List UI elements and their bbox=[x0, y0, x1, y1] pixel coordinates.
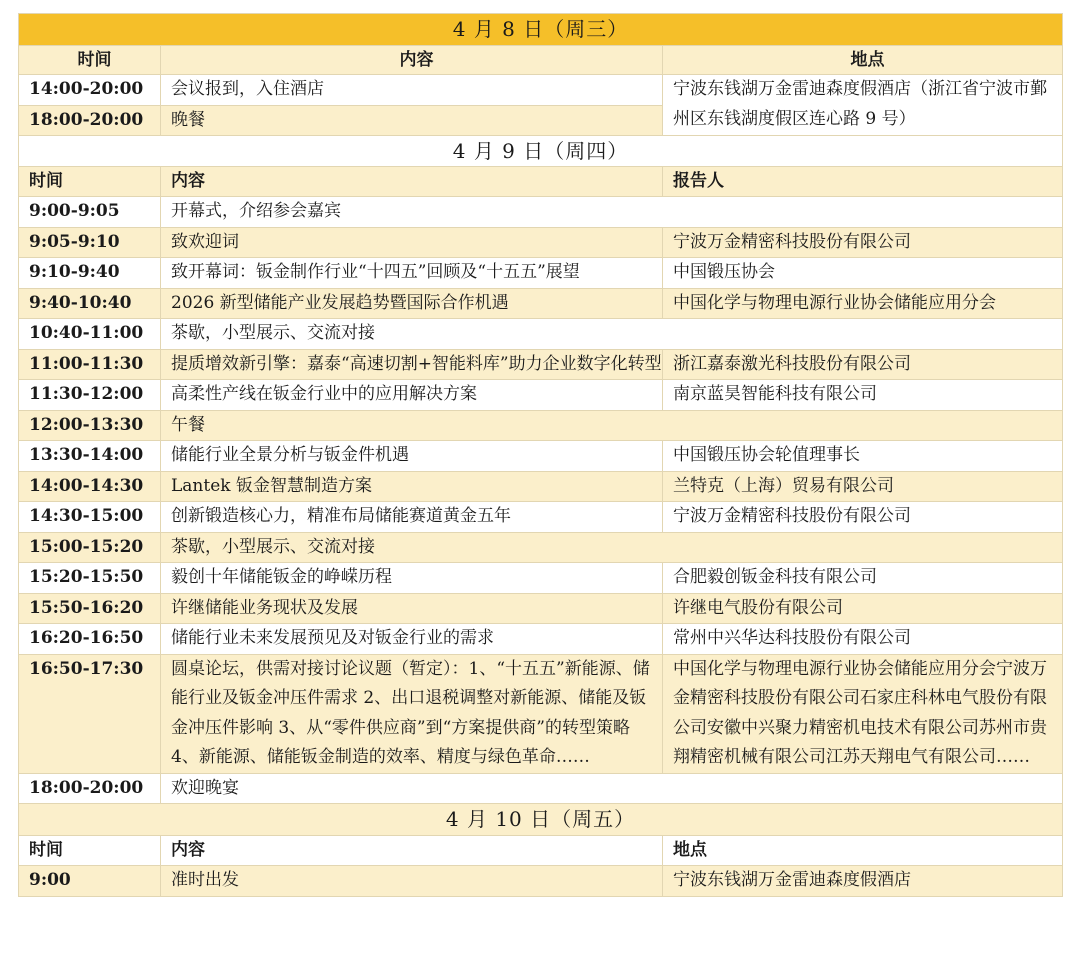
table-row bbox=[19, 258, 1063, 289]
content-cell: 会议报到，入住酒店 bbox=[161, 75, 663, 106]
content-cell: 茶歇，小型展示、交流对接 bbox=[161, 532, 1063, 563]
header-speaker: 报告人 bbox=[663, 167, 1063, 197]
day-banner bbox=[19, 804, 1063, 836]
table-row bbox=[19, 319, 1063, 350]
time-cell: 18:00-20:00 bbox=[19, 105, 161, 136]
time-cell: 9:00-9:05 bbox=[19, 197, 161, 228]
table-row bbox=[19, 654, 1063, 773]
day-banner bbox=[19, 136, 1063, 167]
table-row bbox=[19, 227, 1063, 258]
header-time: 时间 bbox=[19, 46, 161, 75]
speaker-cell: 中国化学与物理电源行业协会储能应用分会 bbox=[663, 288, 1063, 319]
time-cell: 14:00-14:30 bbox=[19, 471, 161, 502]
header-content: 内容 bbox=[161, 167, 663, 197]
header-content: 内容 bbox=[161, 836, 663, 866]
content-cell: Lantek 钣金智慧制造方案 bbox=[161, 471, 663, 502]
speaker-cell: 宁波万金精密科技股份有限公司 bbox=[663, 227, 1063, 258]
time-cell: 11:00-11:30 bbox=[19, 349, 161, 380]
header-time: 时间 bbox=[19, 167, 161, 197]
content-cell: 提质增效新引擎：嘉泰“高速切割+智能料库”助力企业数字化转型 bbox=[161, 349, 663, 380]
header-location: 地点 bbox=[663, 836, 1063, 866]
content-cell: 致欢迎词 bbox=[161, 227, 663, 258]
content-cell: 开幕式，介绍参会嘉宾 bbox=[161, 197, 1063, 228]
table-header bbox=[19, 46, 1063, 75]
speaker-cell: 合肥毅创钣金科技有限公司 bbox=[663, 563, 1063, 594]
time-cell: 14:30-15:00 bbox=[19, 502, 161, 533]
table-row bbox=[19, 773, 1063, 804]
time-cell: 16:50-17:30 bbox=[19, 654, 161, 773]
content-cell: 欢迎晚宴 bbox=[161, 773, 1063, 804]
time-cell: 11:30-12:00 bbox=[19, 380, 161, 411]
table-row bbox=[19, 502, 1063, 533]
time-cell: 15:20-15:50 bbox=[19, 563, 161, 594]
location-cell: 宁波东钱湖万金雷迪森度假酒店（浙江省宁波市鄞州区东钱湖度假区连心路 9 号） bbox=[663, 75, 1063, 136]
table-row bbox=[19, 349, 1063, 380]
table-row bbox=[19, 197, 1063, 228]
content-cell: 毅创十年储能钣金的峥嵘历程 bbox=[161, 563, 663, 594]
table-row bbox=[19, 410, 1063, 441]
content-cell: 储能行业全景分析与钣金件机遇 bbox=[161, 441, 663, 472]
table-row bbox=[19, 380, 1063, 411]
table-row bbox=[19, 563, 1063, 594]
table-header bbox=[19, 167, 1063, 197]
day2-title: 4 月 9 日（周四） bbox=[19, 136, 1063, 167]
speaker-cell: 常州中兴华达科技股份有限公司 bbox=[663, 624, 1063, 655]
speaker-cell: 南京蓝昊智能科技有限公司 bbox=[663, 380, 1063, 411]
content-cell: 储能行业未来发展预见及对钣金行业的需求 bbox=[161, 624, 663, 655]
time-cell: 13:30-14:00 bbox=[19, 441, 161, 472]
day1-title: 4 月 8 日（周三） bbox=[19, 14, 1063, 46]
speaker-cell: 兰特克（上海）贸易有限公司 bbox=[663, 471, 1063, 502]
day3-title: 4 月 10 日（周五） bbox=[19, 804, 1063, 836]
speaker-cell: 中国化学与物理电源行业协会储能应用分会宁波万金精密科技股份有限公司石家庄科林电气股份有限公司安徽中兴聚力精密机电技术有限公司苏州市贵翔精密机械有限公司江苏天翔电气有限公司…… bbox=[663, 654, 1063, 773]
content-cell: 创新锻造核心力，精准布局储能赛道黄金五年 bbox=[161, 502, 663, 533]
content-cell: 晚餐 bbox=[161, 105, 663, 136]
time-cell: 12:00-13:30 bbox=[19, 410, 161, 441]
content-cell: 午餐 bbox=[161, 410, 1063, 441]
time-cell: 9:40-10:40 bbox=[19, 288, 161, 319]
content-cell: 2026 新型储能产业发展趋势暨国际合作机遇 bbox=[161, 288, 663, 319]
schedule-body bbox=[19, 14, 1063, 897]
time-cell: 15:00-15:20 bbox=[19, 532, 161, 563]
table-row bbox=[19, 532, 1063, 563]
speaker-cell: 中国锻压协会 bbox=[663, 258, 1063, 289]
content-cell: 高柔性产线在钣金行业中的应用解决方案 bbox=[161, 380, 663, 411]
time-cell: 16:20-16:50 bbox=[19, 624, 161, 655]
content-cell: 准时出发 bbox=[161, 866, 663, 897]
time-cell: 10:40-11:00 bbox=[19, 319, 161, 350]
content-cell: 圆桌论坛，供需对接讨论议题（暂定）：1、“十五五”新能源、储能行业及钣金冲压件需求 2、出口退税调整对新能源、储能及钣金冲压件影响 3、从“零件供应商”到“方案提供商”的转型策略 4、新能源、储能钣金制造的效率、精度与绿色革命…… bbox=[161, 654, 663, 773]
day-banner bbox=[19, 14, 1063, 46]
header-time: 时间 bbox=[19, 836, 161, 866]
speaker-cell: 许继电气股份有限公司 bbox=[663, 593, 1063, 624]
content-cell: 许继储能业务现状及发展 bbox=[161, 593, 663, 624]
content-cell: 茶歇，小型展示、交流对接 bbox=[161, 319, 1063, 350]
table-row bbox=[19, 75, 1063, 106]
table-row bbox=[19, 624, 1063, 655]
content-cell: 致开幕词：钣金制作行业“十四五”回顾及“十五五”展望 bbox=[161, 258, 663, 289]
header-location: 地点 bbox=[663, 46, 1063, 75]
speaker-cell: 宁波万金精密科技股份有限公司 bbox=[663, 502, 1063, 533]
time-cell: 9:05-9:10 bbox=[19, 227, 161, 258]
time-cell: 14:00-20:00 bbox=[19, 75, 161, 106]
table-row bbox=[19, 593, 1063, 624]
table-row bbox=[19, 441, 1063, 472]
time-cell: 9:00 bbox=[19, 866, 161, 897]
time-cell: 15:50-16:20 bbox=[19, 593, 161, 624]
table-header bbox=[19, 836, 1063, 866]
table-row bbox=[19, 471, 1063, 502]
schedule-table bbox=[18, 13, 1063, 897]
time-cell: 18:00-20:00 bbox=[19, 773, 161, 804]
location-cell: 宁波东钱湖万金雷迪森度假酒店 bbox=[663, 866, 1063, 897]
speaker-cell: 浙江嘉泰激光科技股份有限公司 bbox=[663, 349, 1063, 380]
time-cell: 9:10-9:40 bbox=[19, 258, 161, 289]
table-row bbox=[19, 866, 1063, 897]
speaker-cell: 中国锻压协会轮值理事长 bbox=[663, 441, 1063, 472]
header-content: 内容 bbox=[161, 46, 663, 75]
table-row bbox=[19, 288, 1063, 319]
